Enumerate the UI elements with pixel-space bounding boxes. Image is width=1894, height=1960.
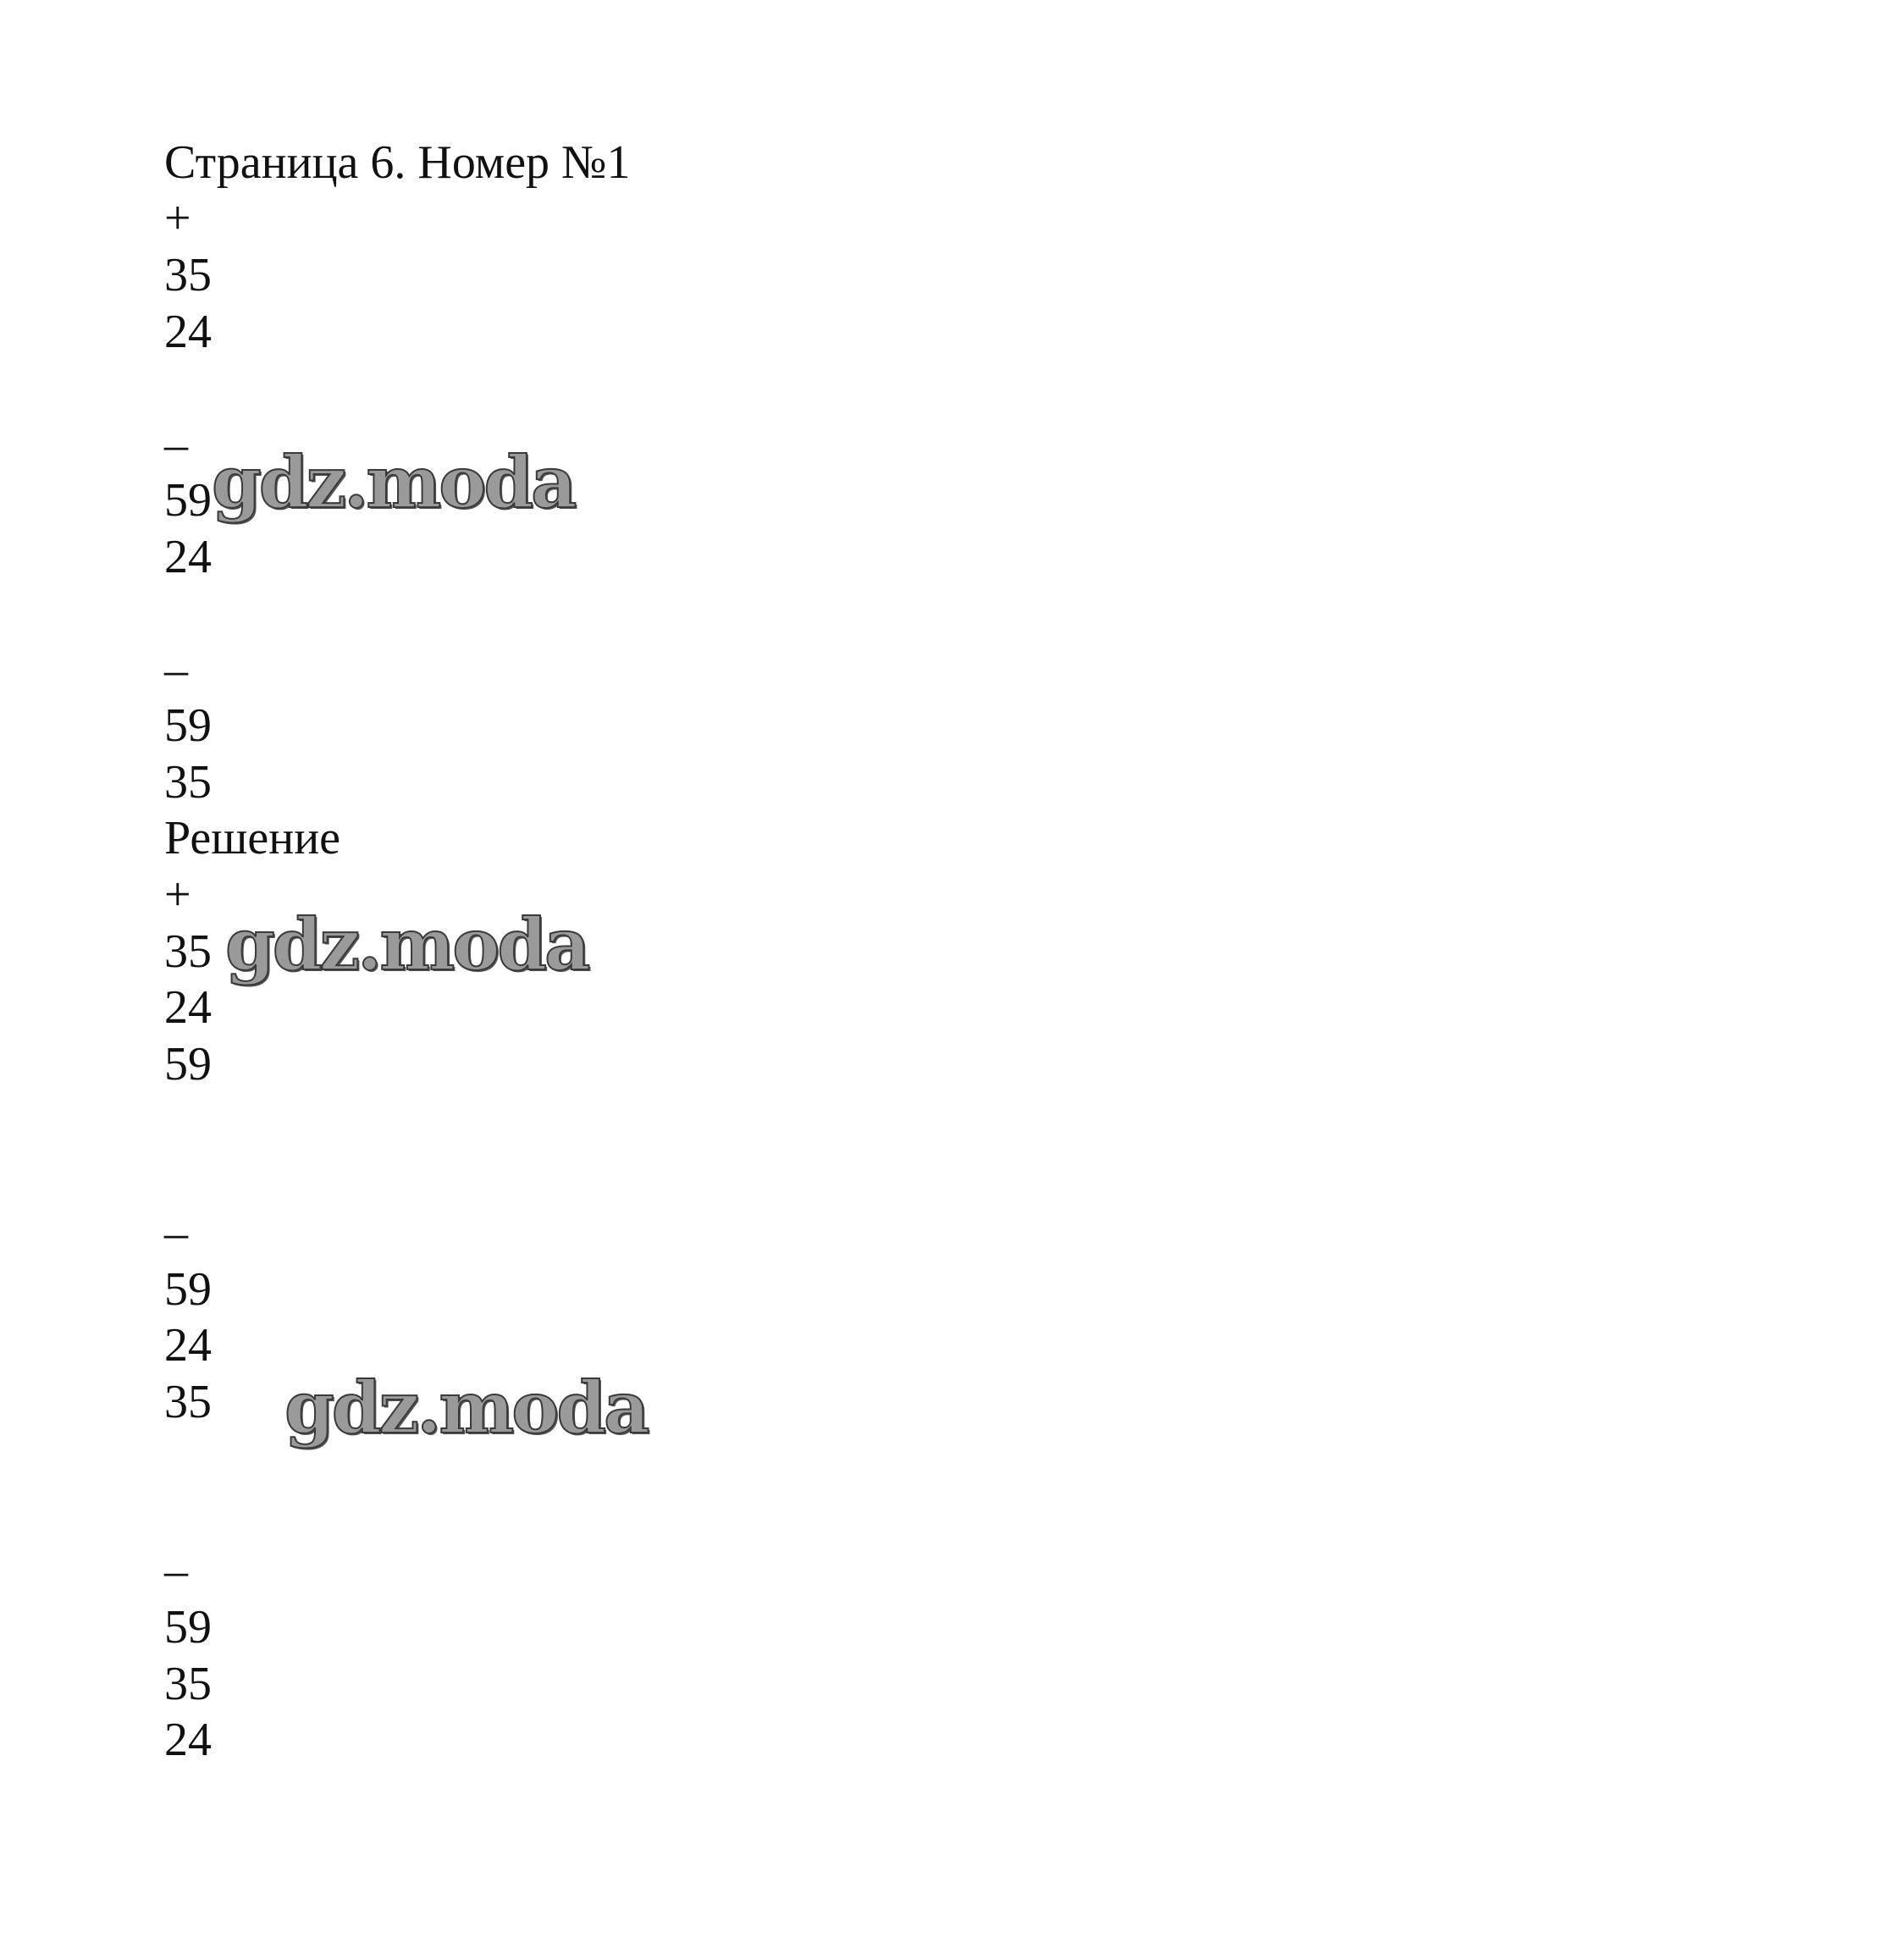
solution-sign-2: – (164, 1206, 188, 1259)
task-sign-3: – (164, 643, 188, 696)
solution-label: Решение (164, 812, 341, 864)
solution-sign-3: – (164, 1544, 188, 1597)
solution-result-1: 59 (164, 1038, 212, 1090)
solution-operand-a-1: 35 (164, 925, 212, 978)
page-title: Страница 6. Номер №1 (164, 136, 631, 189)
solution-operand-b-1: 24 (164, 981, 212, 1034)
watermark-logo: gdz.moda (212, 440, 575, 524)
solution-operand-b-3: 35 (164, 1658, 212, 1710)
task-operand-b-1: 24 (164, 306, 212, 358)
task-operand-b-3: 35 (164, 756, 212, 809)
watermark-logo: gdz.moda (225, 903, 588, 986)
solution-operand-b-2: 24 (164, 1319, 212, 1372)
task-sign-1: + (164, 192, 191, 245)
solution-result-3: 24 (164, 1714, 212, 1766)
task-operand-a-3: 59 (164, 699, 212, 752)
solution-operand-a-2: 59 (164, 1263, 212, 1316)
solution-result-2: 35 (164, 1376, 212, 1428)
task-operand-a-1: 35 (164, 249, 212, 301)
solution-sign-1: + (164, 869, 191, 921)
task-operand-b-2: 24 (164, 531, 212, 583)
task-sign-2: – (164, 418, 188, 471)
solution-operand-a-3: 59 (164, 1601, 212, 1654)
task-operand-a-2: 59 (164, 474, 212, 527)
watermark-logo: gdz.moda (284, 1366, 648, 1449)
